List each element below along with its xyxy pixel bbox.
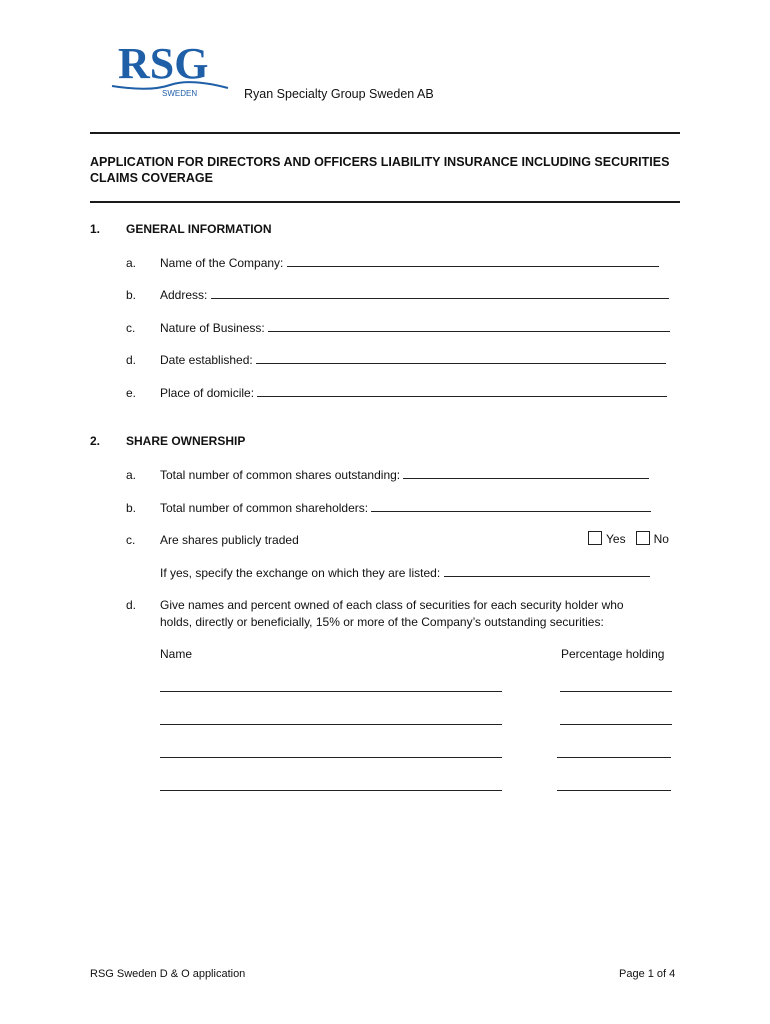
holder-percentage-line[interactable]	[560, 691, 672, 692]
item-letter: d.	[126, 353, 137, 367]
item-letter: c.	[126, 533, 136, 547]
holder-name-line[interactable]	[160, 724, 502, 725]
item-d-description	[160, 597, 680, 631]
holder-name-line[interactable]	[160, 757, 502, 758]
title-rule	[90, 201, 680, 203]
no-checkbox[interactable]	[636, 531, 650, 545]
field-label: Total number of common shareholders:	[160, 501, 369, 515]
fill-line[interactable]	[371, 501, 651, 512]
fill-line[interactable]	[444, 566, 650, 577]
company-name: Ryan Specialty Group Sweden AB	[244, 87, 434, 101]
field-label: Date established:	[160, 353, 253, 367]
footer-document-name: RSG Sweden D & O application	[90, 968, 246, 980]
yes-checkbox[interactable]	[588, 531, 602, 545]
item-letter: d.	[126, 598, 137, 612]
item-letter: c.	[126, 321, 136, 335]
section-1-number: 1.	[90, 222, 101, 236]
no-label: No	[653, 532, 669, 546]
form-title-line2: CLAIMS COVERAGE	[90, 171, 213, 185]
fill-line[interactable]	[268, 321, 670, 332]
item-letter: e.	[126, 386, 137, 400]
item-letter: a.	[126, 468, 137, 482]
field-label: If yes, specify the exchange on which they are listed:	[160, 566, 441, 580]
top-rule	[90, 132, 680, 134]
item-d-line1: Give names and percent owned of each class of securities for each security holder who	[160, 598, 624, 612]
form-title	[90, 154, 690, 186]
date-established-field[interactable]	[160, 353, 680, 367]
holder-percentage-line[interactable]	[560, 724, 672, 725]
percentage-column-header: Percentage holding	[561, 647, 665, 661]
field-label: Address:	[160, 288, 208, 302]
field-label: Place of domicile:	[160, 386, 255, 400]
section-1-title: GENERAL INFORMATION	[126, 222, 272, 236]
exchange-field[interactable]	[160, 566, 680, 580]
address-field[interactable]	[160, 288, 680, 302]
section-2-title: SHARE OWNERSHIP	[126, 434, 246, 448]
shareholders-field[interactable]	[160, 501, 680, 515]
fill-line[interactable]	[256, 353, 666, 364]
section-2-number: 2.	[90, 434, 101, 448]
footer-page-number: Page 1 of 4	[619, 968, 676, 980]
shares-outstanding-field[interactable]	[160, 468, 680, 482]
fill-line[interactable]	[403, 468, 649, 479]
yes-label: Yes	[606, 532, 626, 546]
nature-of-business-field[interactable]	[160, 321, 680, 335]
publicly-traded-question: Are shares publicly traded	[160, 533, 299, 547]
company-name-field[interactable]	[160, 256, 680, 270]
fill-line[interactable]	[287, 256, 659, 267]
field-label: Total number of common shares outstanding:	[160, 468, 401, 482]
logo-text: RSG	[118, 40, 209, 88]
holder-name-line[interactable]	[160, 691, 502, 692]
field-label: Nature of Business:	[160, 321, 265, 335]
publicly-traded-options	[588, 531, 669, 546]
item-letter: b.	[126, 501, 137, 515]
holder-percentage-line[interactable]	[557, 790, 671, 791]
rsg-logo	[110, 40, 230, 100]
item-d-line2: holds, directly or beneficially, 15% or more of the Company’s outstanding securities:	[160, 615, 604, 629]
fill-line[interactable]	[257, 386, 667, 397]
holder-name-line[interactable]	[160, 790, 502, 791]
form-title-line1: APPLICATION FOR DIRECTORS AND OFFICERS LIABILITY INSURANCE INCLUDING SECURITIES	[90, 155, 670, 169]
name-column-header: Name	[160, 647, 193, 661]
field-label: Name of the Company:	[160, 256, 284, 270]
logo-subtext: SWEDEN	[162, 89, 198, 98]
fill-line[interactable]	[211, 288, 669, 299]
holder-percentage-line[interactable]	[557, 757, 671, 758]
item-letter: b.	[126, 288, 137, 302]
place-of-domicile-field[interactable]	[160, 386, 680, 400]
item-letter: a.	[126, 256, 137, 270]
